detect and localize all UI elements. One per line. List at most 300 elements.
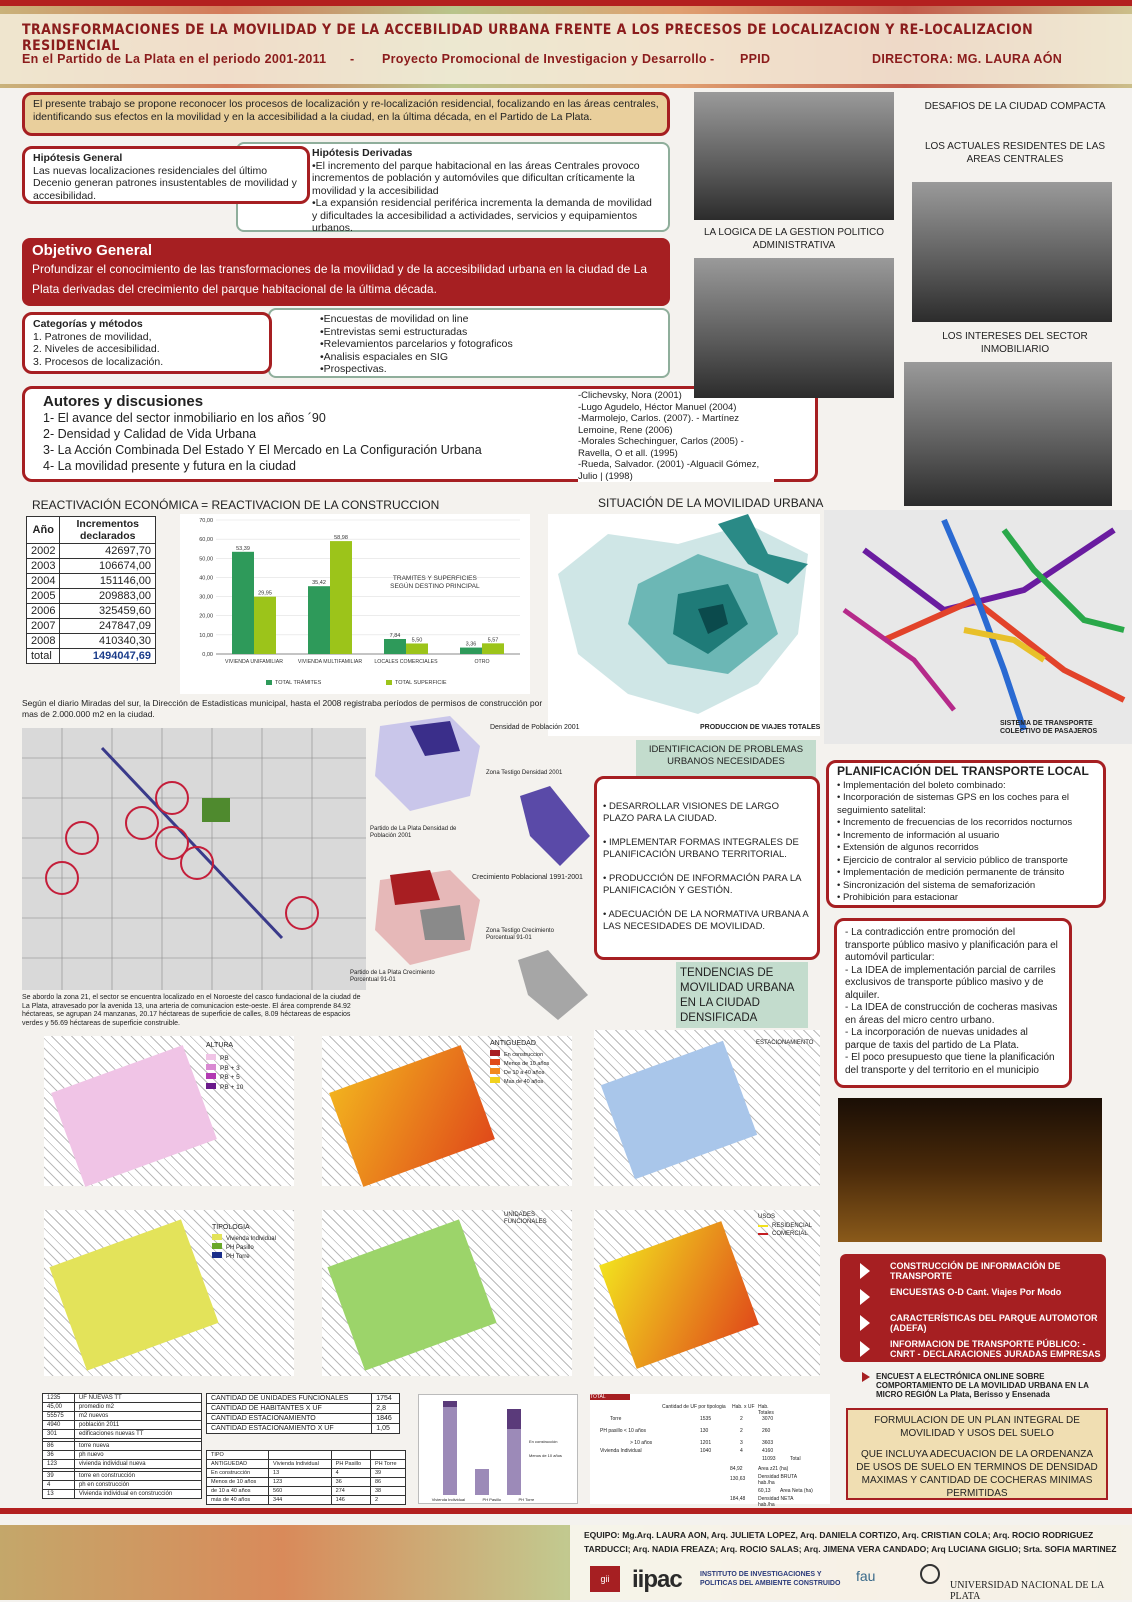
table-cell: ph nuevo — [74, 1451, 201, 1460]
growth-label-zone: Zona Testigo Crecimiento Porcentual 91-01 — [486, 928, 554, 941]
estacionamiento-map-fill — [601, 1041, 757, 1179]
growth-title: Crecimiento Poblacional 1991-2001 — [472, 874, 583, 881]
viajes-map — [548, 514, 820, 736]
year-cell: 2007 — [27, 619, 60, 634]
table-cell: 4 — [43, 1481, 75, 1490]
legend-label: En construccion — [504, 1052, 544, 1058]
unlp-seal-icon — [920, 1564, 940, 1584]
final-plan-line-2: QUE INCLUYA ADECUACION DE LA ORDENANZA DE USOS DE SUELO EN TERMINOS DE DENSIDAD MAXIMAS Y CANTIDAD DE COCHERAS MINIMAS PERMITIDAS — [856, 1449, 1098, 1499]
subtitle-separator: - — [350, 52, 355, 66]
table-cell: 4 — [331, 1469, 370, 1478]
final-plan-line-1: FORMULACION DE UN PLAN INTEGRAL DE MOVILIDAD Y USOS DEL SUELO — [874, 1415, 1080, 1439]
photo-caption-gestion: LA LOGICA DE LA GESTION POLITICO ADMINISTRATIVA — [703, 227, 885, 251]
value-cell: 410340,30 — [60, 634, 156, 649]
contradiction-item: - La incorporación de nuevas unidades al parque de taxis del partido de La Plata. — [845, 1027, 1028, 1051]
right-table-area: 84,92 — [730, 1466, 743, 1472]
table-cell: 301 — [43, 1430, 75, 1439]
table-cell: 123 — [269, 1478, 332, 1487]
right-table-row: > 10 años — [630, 1440, 653, 1446]
legend-swatch — [266, 680, 272, 685]
table-total-row — [27, 649, 156, 664]
year-cell: 2003 — [27, 559, 60, 574]
bar — [482, 643, 504, 654]
problem-item: • DESARROLLAR VISIONES DE LARGO PLAZO PARA LA CIUDAD. — [603, 801, 779, 824]
table-cell: 2 — [370, 1496, 405, 1505]
arrow-icon — [860, 1315, 870, 1331]
info-item — [850, 1336, 1104, 1363]
table-cell: CANTIDAD DE UNIDADES FUNCIONALES — [207, 1394, 372, 1404]
contradiction-item: - La IDEA de construcción de cocheras masivas en áreas del micro centro urbano. — [845, 1002, 1058, 1026]
category-item: 3. Procesos de localización. — [33, 355, 164, 368]
table-cell: 1,05 — [372, 1424, 400, 1434]
y-tick-label: 40,00 — [199, 575, 213, 582]
subtitle-director: DIRECTORA: MG. LAURA AÓN — [872, 52, 1063, 66]
table-row — [207, 1404, 400, 1414]
contradiction-item: - El poco presupuesto que tiene la planificación del transporte y del territorio en el municipio — [845, 1052, 1055, 1076]
table-cell: m2 nuevos — [74, 1412, 201, 1421]
table-cell: torre en construcción — [74, 1472, 201, 1481]
table-cell: 39 — [43, 1472, 75, 1481]
team-credits: EQUIPO: Mg.Arq. LAURA AON, Arq. JULIETA LOPEZ, Arq. DANIELA CORTIZO, Arq. CRISTIAN COLA; Arq. ROCIO RODRIGUEZ TARDUCCI; Arq. NADIA FREAZA; Arq. ROCIO SALAS; Arq. JIMENA VERA CANDADO; Arq LUCIANA GIGLIO; Srta. SOFIA MARTINEZ — [584, 1530, 1117, 1554]
legend-item — [206, 1054, 243, 1064]
category-item: 2. Niveles de accesibilidad. — [33, 343, 160, 355]
table-row — [207, 1496, 406, 1505]
right-table-cell: 130 — [700, 1428, 709, 1434]
legend-swatch — [212, 1234, 222, 1240]
mini-bar-vivienda-top — [443, 1401, 457, 1407]
transport-item: • Prohibición para estacionar — [837, 892, 959, 903]
year-cell: 2002 — [27, 544, 60, 559]
antiguedad-map-fill — [329, 1045, 495, 1187]
bar — [384, 639, 406, 654]
transport-item: • Incremento de información al usuario — [837, 829, 1000, 841]
value-cell: 42697,70 — [60, 544, 156, 559]
subtitle-project: Proyecto Promocional de Investigacion y Desarrollo — [382, 52, 707, 66]
legend-item — [490, 1068, 549, 1077]
general-hypothesis-text: Las nuevas localizaciones residenciales del último Decenio generan patrones insustentables de movilidad y accesibilidad. — [33, 164, 297, 202]
stats-table — [42, 1393, 202, 1499]
legend-swatch — [206, 1054, 216, 1060]
right-table-area-label: Area z21 (ha) — [758, 1466, 789, 1472]
objective-title: Objetivo General — [32, 242, 153, 259]
table-row — [43, 1442, 202, 1451]
bar — [406, 643, 428, 654]
table-cell: ANTIGUEDAD — [207, 1460, 269, 1469]
contradictions-box — [834, 918, 1072, 1088]
right-table-cell: 260 — [762, 1428, 771, 1434]
mini-chart-categories — [423, 1497, 543, 1502]
table-row — [43, 1451, 202, 1460]
table-cell: PH Pasillo — [331, 1460, 370, 1469]
trends-title: TENDENCIAS DE MOVILIDAD URBANA EN LA CIUDAD DENSIFICADA — [676, 962, 808, 1028]
table-cell: 13 — [269, 1469, 332, 1478]
derived-hypotheses-title: Hipótesis Derivadas — [312, 147, 413, 159]
bar — [460, 648, 482, 654]
bar-chart-tramites — [180, 514, 530, 694]
table-row — [207, 1487, 406, 1496]
table-row — [43, 1490, 202, 1499]
right-table-cell: 4 — [740, 1448, 743, 1454]
transport-item: • Incremento de frecuencias de los recorridos nocturnos — [837, 817, 1073, 828]
transport-item: • Incorporación de sistemas GPS en los coches para el seguimiento satelital: — [837, 792, 1069, 816]
right-table-neta-density-label: Densidad NETA hab./ha — [758, 1496, 794, 1508]
table-cell: En construcción — [207, 1469, 269, 1478]
year-cell: 2008 — [27, 634, 60, 649]
table-cell: edificaciones nuevas TT — [74, 1430, 201, 1439]
altura-title: ALTURA — [206, 1042, 234, 1049]
legend-swatch — [490, 1068, 500, 1074]
reference: -Lugo Agudelo, Héctor Manuel (2004) — [578, 401, 737, 413]
table-cell: 55575 — [43, 1412, 75, 1421]
right-density-table — [590, 1394, 830, 1508]
transport-item: • Implementación del boleto combinado: — [837, 779, 1006, 791]
legend-swatch — [490, 1050, 500, 1056]
bar-value-label: 5,57 — [487, 637, 499, 644]
legend-item — [212, 1234, 276, 1243]
category-label: VIVIENDA MULTIFAMILIAR — [297, 659, 363, 665]
density-zone-map — [520, 786, 590, 866]
right-table-neta: 60,13 — [758, 1488, 771, 1494]
info-item-label: CARACTERÍSTICAS DEL PARQUE AUTOMOTOR (ADEFA) — [890, 1313, 1098, 1333]
table-row — [207, 1469, 406, 1478]
subtitle-period: En el Partido de La Plata en el periodo 2001-2011 — [22, 52, 327, 66]
density-title: Densidad de Población 2001 — [490, 724, 580, 731]
legend-label: PB + 3 — [220, 1064, 240, 1072]
right-table-row: Vivienda Individual — [600, 1448, 642, 1454]
table-cell: promedio m2 — [74, 1403, 201, 1412]
legend-swatch — [206, 1064, 216, 1070]
intro-text: El presente trabajo se propone reconocer los procesos de localización y re-localización residencial, focalizando en las áreas centrales, identificando sus efectos en la movilidad y en la accesibilidad a la ciudad, en la última década, en el Partido de La Plata. — [33, 98, 659, 123]
table-cell: 1235 — [43, 1394, 75, 1403]
table-cell: 38 — [370, 1487, 405, 1496]
right-table-total-label: Total — [790, 1456, 801, 1462]
legend-item — [490, 1050, 549, 1059]
table-row — [43, 1403, 202, 1412]
night-buildings-photo — [838, 1098, 1102, 1242]
right-table-cell: 1201 — [700, 1440, 712, 1446]
bar — [254, 597, 276, 654]
table-row — [207, 1451, 406, 1460]
author-topic: 1- El avance del sector inmobiliario en los años ´90 — [43, 411, 326, 425]
bar-value-label: 3,36 — [465, 641, 477, 648]
table-cell: de 10 a 40 años — [207, 1487, 269, 1496]
legend-item — [206, 1073, 243, 1083]
problem-item: • IMPLEMENTAR FORMAS INTEGRALES DE PLANIFICACIÓN URBANO TERRITORIAL. — [603, 837, 799, 860]
usos-title: USOS — [758, 1214, 776, 1220]
legend-swatch — [206, 1073, 216, 1079]
reference: -Morales Schechinguer, Carlos (2005) - Ravella, O et all. (1995) — [578, 436, 744, 459]
mini-chart-category: PH Pasillo — [482, 1497, 501, 1502]
mini-bar-vivienda — [443, 1401, 457, 1495]
info-item — [850, 1284, 1104, 1311]
estacionamiento-title: ESTACIONAMIENTO — [756, 1040, 814, 1046]
table-cell: Vivienda Individual — [269, 1460, 332, 1469]
table-cell: Menos de 10 años — [207, 1478, 269, 1487]
table-cell: más de 40 años — [207, 1496, 269, 1505]
table-row — [27, 589, 156, 604]
growth-map — [370, 870, 484, 966]
category-label: VIVIENDA UNIFAMILIAR — [225, 659, 283, 665]
authors-title: Autores y discusiones — [43, 393, 204, 410]
legend-swatch — [386, 680, 392, 685]
legend-item — [206, 1064, 243, 1074]
info-item-label: INFORMACION DE TRANSPORTE PÚBLICO: - CNRT - DECLARACIONES JURADAS EMPRESAS — [890, 1339, 1101, 1359]
right-table-total: 11093 — [762, 1456, 776, 1462]
subtitle-ppid: PPID — [740, 52, 771, 66]
table-cell: PH Torre — [370, 1460, 405, 1469]
right-table-head-3: Hab. Totales — [758, 1404, 774, 1416]
contradiction-item: - La contradicción entre promoción del transporte público masivo y planificación para el automóvil particular: — [845, 927, 1058, 963]
table-cell: 45,00 — [43, 1403, 75, 1412]
table-header-year: Año — [27, 517, 60, 544]
table-row — [207, 1394, 400, 1404]
tipo-table — [206, 1450, 406, 1505]
table-row — [43, 1472, 202, 1481]
info-item — [850, 1310, 1104, 1337]
legend-swatch — [490, 1077, 500, 1083]
uf-table — [206, 1393, 400, 1434]
table-cell: CANTIDAD ESTACIONAMIENTO X UF — [207, 1424, 372, 1434]
density-map-2001 — [370, 716, 484, 816]
mobility-title: SITUACIÓN DE LA MOVILIDAD URBANA — [598, 496, 824, 510]
legend-label: PH Torre — [226, 1254, 250, 1260]
zone-21-note: Se abordo la zona 21, el sector se encuentra localizado en el Noroeste del casco fundacional de la ciudad de La Plata, atravesado por la avenida 13, una arteria de comunicacion este-oeste. El área comprende 84.92 héctareas, se agrupan 24 manzanas, 20.17 héctareas de superficie de calles, 8.09 héctareas de espacios verdes y 56.69 héctareas de superficie construible. — [22, 994, 361, 1027]
table-cell: 36 — [331, 1478, 370, 1487]
mini-chart-legend-item: Menos de 10 años — [529, 1453, 562, 1458]
right-table-cell: 1040 — [700, 1448, 712, 1454]
legend-item — [758, 1230, 812, 1238]
table-cell — [331, 1451, 370, 1460]
method-item: •Prospectivas. — [320, 363, 387, 375]
right-table-cell: 3 — [740, 1440, 743, 1446]
total-label: total — [27, 649, 60, 664]
poster-title: TRANSFORMACIONES DE LA MOVILIDAD Y DE LA ACCEBILIDAD URBANA FRENTE A LOS PRECESOS DE LOCALIZACION Y RE-LOCALIZACION RESIDENCIAL — [22, 22, 1034, 54]
table-cell: CANTIDAD DE HABITANTES X UF — [207, 1404, 372, 1414]
legend-item — [212, 1243, 276, 1252]
table-cell: 2,8 — [372, 1404, 400, 1414]
category-label: LOCALES COMERCIALES — [374, 659, 438, 665]
street-photo-1 — [694, 92, 894, 220]
chart-title-line-1: TRAMITES Y SUPERFICIES — [392, 575, 477, 582]
subtitle-separator-2: - — [710, 52, 715, 66]
table-cell: TIPO — [207, 1451, 269, 1460]
table-cell: 274 — [331, 1487, 370, 1496]
estacionamiento-map — [594, 1030, 820, 1186]
table-cell: 13 — [43, 1490, 75, 1499]
legend-label: De 10 a 40 años — [504, 1070, 545, 1076]
table-row — [207, 1478, 406, 1487]
table-row — [207, 1424, 400, 1434]
table-cell: población 2011 — [74, 1421, 201, 1430]
y-tick-label: 0,00 — [202, 652, 213, 658]
street-photo-4 — [904, 362, 1112, 506]
category-label: OTRO — [474, 659, 490, 665]
transport-planning-title: PLANIFICACIÓN DEL TRANSPORTE LOCAL — [837, 764, 1089, 778]
bar-value-label: 29,95 — [258, 590, 272, 597]
antiguedad-legend — [490, 1050, 549, 1086]
table-row — [27, 619, 156, 634]
year-cell: 2004 — [27, 574, 60, 589]
legend-item — [758, 1222, 812, 1230]
value-cell: 247847,09 — [60, 619, 156, 634]
legend-item — [490, 1059, 549, 1068]
survey-arrow-icon — [862, 1372, 870, 1382]
year-cell: 2005 — [27, 589, 60, 604]
zone-21-map — [22, 728, 366, 990]
table-cell: vivienda individual nueva — [74, 1460, 201, 1469]
right-table-row: Torre — [610, 1416, 622, 1422]
reactivation-note: Según el diario Miradas del sur, la Dirección de Estadisticas municipal, hasta el 2008 registraba períodos de permisos de construcción por mas de 2.000.000 m2 en la ciudad. — [22, 698, 543, 719]
chart-title-line-2: SEGÚN DESTINO PRINCIPAL — [390, 583, 480, 590]
right-table-cell: 3070 — [762, 1416, 774, 1422]
right-table-neta-density: 184,48 — [730, 1496, 746, 1502]
table-row — [27, 574, 156, 589]
legend-swatch — [212, 1243, 222, 1249]
usos-map-fill — [599, 1221, 759, 1369]
unidades-title: UNIDADES FUNCIONALES — [504, 1212, 547, 1225]
y-tick-label: 10,00 — [199, 632, 213, 639]
density-label-partido: Partido de La Plata Densidad de Población 2001 — [370, 826, 457, 839]
legend-label: RESIDENCIAL — [772, 1223, 813, 1229]
table-cell: ph en construcción — [74, 1481, 201, 1490]
tipologia-map-fill — [49, 1219, 218, 1370]
derived-hypothesis-2: •La expansión residencial periférica incrementa la demanda de movilidad y dificultades la accesibilidad a actividades, servicios y equipamientos urbanos. — [312, 197, 652, 234]
table-cell: 1754 — [372, 1394, 400, 1404]
table-row — [27, 559, 156, 574]
reference: -Marmolejo, Carlos. (2007). - Martínez Lemoine, Rene (2006) — [578, 413, 740, 436]
table-row — [207, 1414, 400, 1424]
table-cell: 1846 — [372, 1414, 400, 1424]
total-value: 1494047,69 — [60, 649, 156, 664]
legend-label: COMERCIAL — [772, 1231, 808, 1237]
legend-label: PB — [220, 1055, 229, 1062]
bar — [330, 541, 352, 654]
method-item: •Relevamientos parcelarios y fotograficos — [320, 338, 513, 350]
table-header-row — [207, 1460, 406, 1469]
arrow-icon — [860, 1289, 870, 1305]
altura-map-fill — [51, 1045, 217, 1187]
table-header-increments: Incrementos declarados — [60, 517, 156, 544]
category-item: 1. Patrones de movilidad, — [33, 330, 152, 343]
transport-item: • Extensión de algunos recorridos — [837, 842, 979, 853]
fau-logo: fau — [856, 1568, 876, 1584]
transport-item: • Ejercicio de contralor al servicio público de transporte — [837, 854, 1068, 866]
table-cell: CANTIDAD ESTACIONAMIENTO — [207, 1414, 372, 1424]
info-item-label: ENCUESTAS O-D Cant. Viajes Por Modo — [890, 1287, 1062, 1297]
right-table-row: PH pasillo < 10 años — [600, 1428, 647, 1434]
arrow-icon — [860, 1263, 870, 1279]
right-table-bruta-label: Densidad BRUTA hab./ha — [758, 1474, 797, 1486]
transport-network-map — [824, 510, 1132, 744]
growth-zone-map — [518, 950, 588, 1020]
iipac-name: INSTITUTO DE INVESTIGACIONES Y POLITICAS DEL AMBIENTE CONSTRUIDO — [700, 1571, 841, 1587]
unidades-map — [322, 1210, 572, 1376]
problem-item: • ADECUACIÓN DE LA NORMATIVA URBANA A LAS NECESIDADES DE MOVILIDAD. — [603, 909, 809, 932]
street-photo-3 — [912, 182, 1112, 322]
method-item: •Encuestas de movilidad on line — [320, 313, 469, 325]
mini-bar-phtorre-top — [507, 1409, 521, 1429]
table-cell: 344 — [269, 1496, 332, 1505]
y-tick-label: 30,00 — [199, 594, 213, 601]
legend-item — [206, 1083, 243, 1093]
reference: -Rueda, Salvador. (2001) -Alguacil Gómez, Julio | (1998) — [578, 459, 760, 482]
viajes-map-caption: PRODUCCION DE VIAJES TOTALES — [700, 724, 821, 731]
value-cell: 209883,00 — [60, 589, 156, 604]
mini-bar-phpasillo — [475, 1469, 489, 1495]
value-cell: 325459,60 — [60, 604, 156, 619]
categories-box — [22, 312, 272, 374]
table-cell: 146 — [331, 1496, 370, 1505]
street-photo-2 — [694, 258, 894, 398]
objective-text: Profundizar el conocimiento de las transformaciones de la movilidad y de la accesibilidad urbana en la ciudad de La Plata derivadas del crecimiento del parque habitacional de la última década. — [32, 262, 648, 296]
y-tick-label: 50,00 — [199, 556, 213, 563]
arrow-icon — [860, 1341, 870, 1357]
transport-planning-box — [826, 760, 1106, 908]
unidades-map-fill — [327, 1219, 496, 1370]
transport-map-caption: SISTEMA DE TRANSPORTE COLECTIVO DE PASAJEROS — [1000, 720, 1098, 735]
contradiction-item: - La IDEA de implementación parcial de carriles exclusivos de transporte público masivo y de alquiler. — [845, 964, 1056, 1001]
table-row — [43, 1481, 202, 1490]
table-cell: 560 — [269, 1487, 332, 1496]
year-cell: 2006 — [27, 604, 60, 619]
unlp-name: UNIVERSIDAD NACIONAL DE LA PLATA — [950, 1580, 1104, 1602]
transport-item: • Implementación de medición permanente de tránsito — [837, 867, 1065, 878]
density-label-zone: Zona Testigo Densidad 2001 — [486, 770, 563, 776]
bar-value-label: 7,84 — [389, 632, 401, 639]
methods-box — [268, 308, 670, 378]
value-cell: 151146,00 — [60, 574, 156, 589]
table-cell: UF NUEVAS TT — [74, 1394, 201, 1403]
table-cell: 86 — [370, 1478, 405, 1487]
usos-legend — [758, 1222, 812, 1238]
growth-label-partido: Partido de La Plata Crecimiento Porcentual 91-01 — [350, 970, 435, 983]
categories-title: Categorías y métodos — [33, 318, 143, 330]
tipologia-legend — [212, 1234, 276, 1261]
intro-box — [22, 92, 670, 136]
right-table-cell: 4160 — [762, 1448, 774, 1454]
iipac-logo: iipac — [632, 1566, 682, 1593]
y-tick-label: 20,00 — [199, 613, 213, 620]
legend-label: Vivienda Individual — [226, 1236, 276, 1242]
legend-item — [490, 1077, 549, 1086]
author-topic: 2- Densidad y Calidad de Vida Urbana — [43, 427, 257, 441]
mini-chart-category: PH Torre — [518, 1497, 535, 1502]
antiguedad-title: ANTIGUEDAD — [490, 1040, 536, 1047]
photo-caption-desafios: DESAFIOS DE LA CIUDAD COMPACTA — [924, 101, 1106, 112]
legend-label: PB + 10 — [220, 1083, 244, 1091]
table-row — [27, 634, 156, 649]
mini-chart-category: Vivienda Individual — [431, 1497, 466, 1502]
bar — [308, 586, 330, 654]
table-row — [43, 1430, 202, 1439]
table-cell: 39 — [370, 1469, 405, 1478]
mini-chart-legend — [529, 1435, 562, 1463]
table-cell — [269, 1451, 332, 1460]
altura-map — [44, 1036, 294, 1186]
legend-label: PB + 5 — [220, 1074, 240, 1081]
table-cell: 36 — [43, 1451, 75, 1460]
legend-swatch — [758, 1233, 768, 1235]
online-survey-text: ENCUEST A ELECTRÓNICA ONLINE SOBRE COMPORTAMIENTO DE LA MOVILIDAD URBANA EN LA MICRO REGIÓN La Plata, Berisso y Ensenada — [876, 1372, 1089, 1399]
right-table-total-tab: TOTAL — [590, 1394, 630, 1400]
altura-legend — [206, 1054, 243, 1092]
final-plan-box — [846, 1408, 1108, 1500]
table-cell: 4940 — [43, 1421, 75, 1430]
photo-caption-inmobiliario: LOS INTERESES DEL SECTOR INMOBILIARIO — [942, 331, 1088, 355]
legend-label: Mas de 40 años — [504, 1079, 544, 1085]
bar-value-label: 58,98 — [334, 535, 348, 542]
problems-title: IDENTIFICACION DE PROBLEMAS URBANOS NECESIDADES — [636, 740, 816, 782]
